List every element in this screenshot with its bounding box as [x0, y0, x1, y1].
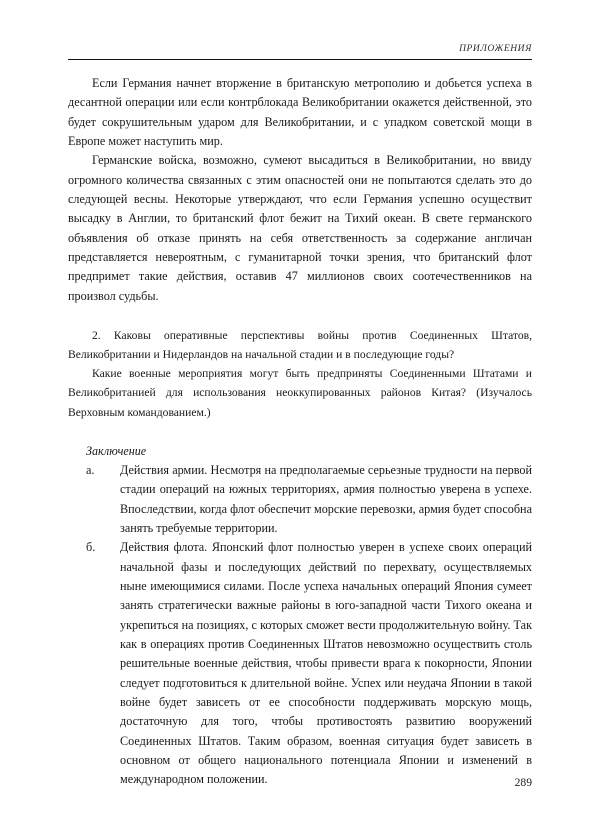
- conclusion-heading: Заключение: [86, 443, 147, 458]
- list-item: [86, 538, 532, 789]
- body-text: [68, 74, 532, 790]
- paragraph: Если Германия начнет вторжение в британскую метрополию и добьется успеха в десантной операции или если контрблокада Великобритании окажется действенной, это будет сокрушительным ударом для Великобритании, и с упадком советской мощи в Европе может наступить мир.: [68, 76, 532, 149]
- list-item-text: Действия флота. Японский флот полностью уверен в успехе своих операций начальной фазы и последующих действий по перехвату, осуществляемых ныне имеющимися силами. После успеха начальных операций Япония сумеет занять стратегически важные районы в юго-западной части Тихого океана и укрепиться на позициях, с которых сможет вести продолжительную войну. Так как в операциях против Соединенных Штатов невозможно осуществить столь решительные военные действия, чтобы привести врага к покорности, Японии следует подготовиться к длительной войне. Успех или неудача Японии в такой войне будет зависеть от ее способности поддерживать морскую мощь, достаточную для того, чтобы противостоять развитию вооружений Соединенных Штатов. Таким образом, военная ситуация будет зависеть в основном от общего национального потенциала Японии и изменений в международном положении.: [120, 540, 532, 787]
- paragraph: Германские войска, возможно, сумеют высадиться в Великобритании, но ввиду огромного количества связанных с этим опасностей они не попытаются сделать это до следующей весны. Некоторые утверждают, что если Германия успешно осуществит высадку в Англии, то британский флот бежит на Тихий океан. В свете германского объявления об отказе принять на себя ответственность за содержание англичан представляется невероятным, с гуманитарной точки зрения, что британский флот предпримет такие действия, оставив 47 миллионов своих соотечественников на произвол судьбы.: [68, 153, 532, 303]
- conclusion-list: [68, 461, 532, 790]
- list-item-text: Действия армии. Несмотря на предполагаемые серьезные трудности на первой стадии операций на южных территориях, армия полностью уверена в успехе. Впоследствии, когда флот обеспечит морские перевозки, армия будет способна занять требуемые территории.: [120, 462, 532, 535]
- running-head: ПРИЛОЖЕНИЯ: [459, 44, 532, 54]
- section-spacer: [68, 422, 532, 442]
- list-item-marker: а.: [86, 462, 95, 477]
- page-content: [68, 0, 532, 830]
- question-paragraph: Какие военные мероприятия могут быть предприняты Соединенными Штатами и Великобританией для использования неоккупированных районов Китая? (Изучалось Верховным командованием.): [68, 367, 532, 419]
- question-paragraph: 2. Каковы оперативные перспективы войны против Соединенных Штатов, Великобритании и Нидерландов на начальной стадии и в последующие годы?: [68, 329, 532, 362]
- list-item: [86, 461, 532, 538]
- running-head-rule: [68, 59, 532, 60]
- section-spacer: [68, 306, 532, 326]
- page-number: 289: [514, 776, 532, 789]
- list-item-marker: б.: [86, 540, 96, 555]
